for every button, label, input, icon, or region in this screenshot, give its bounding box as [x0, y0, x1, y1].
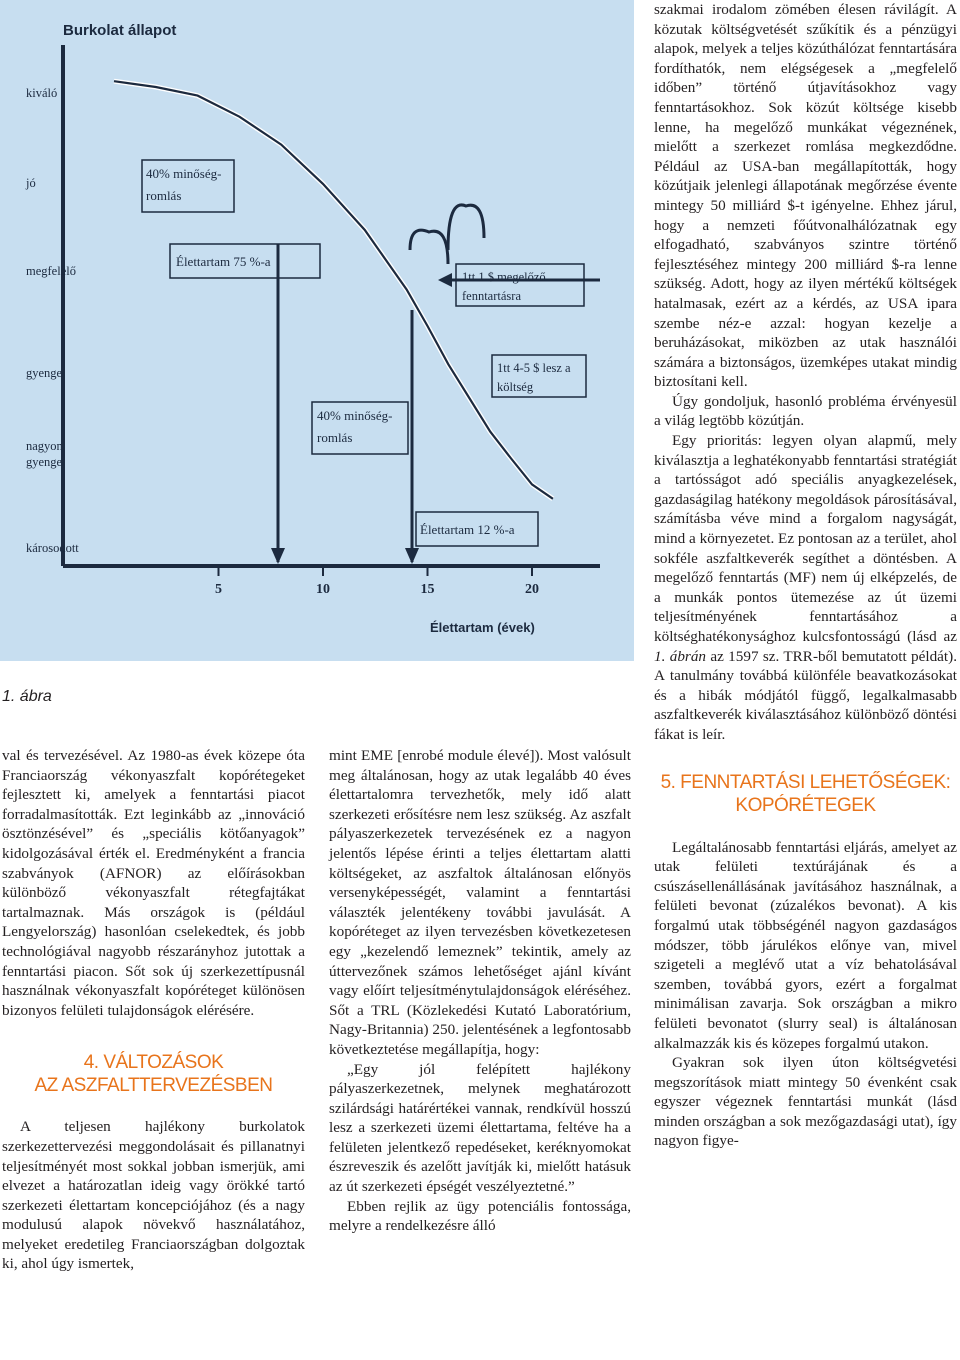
- y-tick-label: gyenge: [26, 455, 63, 469]
- col3-paragraph-3: [654, 431, 957, 745]
- y-tick-label: jó: [26, 176, 36, 190]
- arrow-12pct-head: [405, 548, 419, 564]
- column-2: [329, 746, 631, 1236]
- svg-text:Élettartam 12 %-a: Élettartam 12 %-a: [420, 522, 515, 537]
- annotation-later-cost: [492, 355, 586, 397]
- col2-paragraph-1: mint EME [enrobé module élevé]). Most valósult meg általánosan, hogy az utak legalább 40 éves élettartalomra tervezhetők, mely idő alatt szerkezeti erősítésre nem lesz szükség. Az aszfalt pályaszerkezetek tervezésének ez a nagyon jelentős lépése érinti a teljes élettartam alatti költségeket, az aszfaltok általánosan előnyös versenyképességét, valamint a fenntartási választék jelentékeny további javulását. A kopóréteget az ilyen tervezésben következetesen egy „kezelendő lemeznek” tekintik, amely az úttervezőnek számos lehetőséget ajánl kívánt vagy előírt teljesítménytulajdonságok eléréséhez. Sőt a TRL (Közlekedési Kutató Laboratórium, Nagy-Britannia) 250. jelentésének a legfontosabb következtetése megállapítja, hogy:: [329, 747, 631, 1058]
- figure-caption: 1. ábra: [2, 688, 52, 705]
- col1-paragraph-2: A teljesen hajlékony burkolatok szerkezettervezési meggondolásait és pillanatnyi teljesítményét most sokkal jobban ismerjük, ami elvezet a határozatlan ideig vagy örökké tartó szerkezeti élettartam koncepciójához (és a nagy modulusú alapok növekvő használatához, melyeket eredetileg Franciaországban dolgoztak ki, ahol úgy ismertek,: [2, 1118, 305, 1273]
- y-tick-label: nagyon: [26, 439, 63, 453]
- section-4-heading-line-1: 4. VÁLTOZÁSOK: [83, 1052, 224, 1074]
- col3-paragraph-4: Legáltalánosabb fenntartási eljárás, amelyet az utak felületi textúrájának és a csúszásellenállásának javításához használnak, a felületi bevonat (zúzalékos bevonat). A kis forgalmú utak többségénél nagyon gazdaságos módszer, több járulékos előnye van, mivel szigeteli a meglévő utat a víz behatolásával szemben, továbbá gyors, ezért a forgalmat minimálisan zavarja. Sok országban a mikro felületi bevonatot (slurry seal) is általánosan alkalmazzák kis és közepes forgalmú utakon.: [654, 838, 957, 1052]
- maintenance-arc: [410, 230, 448, 264]
- annotation-40pct-bottom: [312, 402, 408, 454]
- chart-title: Burkolat állapot: [63, 22, 177, 39]
- chart-arrows: [271, 244, 600, 564]
- figure-reference: 1. ábrán: [654, 647, 707, 665]
- x-tick-label: 10: [316, 582, 330, 597]
- maintenance-arc: [448, 205, 484, 250]
- col1-paragraph-1: val és tervezésével. Az 1980-as évek közepe óta Franciaország vékonyaszfalt kopórétegeket fejlesztett ki, amelyek a fenntartási piacot forradalmasították. Ezt leginkább az „innováció ösztönzésével” és „speciális kötőanyagok” kidolgozásával érték el. Eredményként a francia szabványok (AFNOR) az előírásokban különböző vékonyaszfalt rétegfajtákat tartalmaznak. Más országok is (például Lengyelország) hasonlóan cselekedtek, és jobb technológiával nagyobb részarányhoz jutottak a fenntartási piacon. Sőt sok új szerkezettípusnál használnak vékonyaszfalt kopóréteget különösen bizonyos felületi tulajdonságok elérésére.: [2, 747, 305, 1019]
- col3-paragraph-3-a: Egy prioritás: legyen olyan alapmű, mely kiválasztja a leghatékonyabb fenntartási stratégiát a tartósságot adó speciális anyagkezelések, gazdaságilag hatékony megoldások párosításával, számításba véve mind a forgalom nagyságát, mind a környezetet. Ez pontosan az a terület, ahol sokféle aszfaltkeverék segíthet a döntésben. A megelőző fenntartás (MF) nem új elképzelés, de a munkák pontos ütemezése az út üzemi teljesítményének fenntartásához a költséghatékonysághoz kulcsfontosságú (lásd az: [654, 432, 957, 645]
- svg-text:költség: költség: [497, 380, 534, 394]
- column-1: [2, 746, 305, 1274]
- y-tick-label: megfelelő: [26, 264, 76, 278]
- y-tick-label: kiváló: [26, 86, 58, 100]
- svg-text:1tt 4-5 $ lesz a: 1tt 4-5 $ lesz a: [497, 361, 571, 375]
- annotation-lifetime-75: [170, 244, 320, 278]
- section-5-heading-line-1: 5. FENNTARTÁSI LEHETŐSÉGEK:: [660, 771, 951, 793]
- section-5-heading-line-2: KOPÓRÉTEGEK: [735, 794, 876, 816]
- annotation-preventive-cost: [456, 264, 584, 306]
- col2-quote: „Egy jól felépített hajlékony pályaszerkezetnek, melynek meghatározott szilárdsági határértékei vannak, rendkívül hosszú lesz a szerkezeti üzemi élettartama, feltéve ha a felületen jelentkező repedéseket, keréknyomokat észreveszik és azelőtt javítják ki, mielőtt hatásuk az út szerkezeti épségét veszélyeztetné.”: [329, 1060, 631, 1196]
- svg-text:romlás: romlás: [146, 188, 182, 203]
- arrow-75pct-head: [271, 548, 285, 564]
- col3-paragraph-5: Gyakran sok ilyen úton költségvetési megszorítások miatt mintegy 50 évenként csak egyszer végeznek fenntartási munkát (lásd minden országban a sok mezőgazdasági utat), így nagyon figye-: [654, 1054, 957, 1150]
- section-4-heading-line-2: AZ ASZFALTTERVEZÉSBEN: [34, 1075, 273, 1097]
- col2-paragraph-3: Ebben rejlik az ügy potenciális fontossága, melyre a rendelkezésre álló: [329, 1197, 631, 1235]
- column-3: [654, 0, 957, 1151]
- svg-text:romlás: romlás: [317, 430, 353, 445]
- x-tick-label: 15: [420, 582, 435, 597]
- svg-text:40% minőség-: 40% minőség-: [317, 408, 393, 423]
- svg-text:Élettartam 75 %-a: Élettartam 75 %-a: [176, 254, 271, 269]
- x-tick-label: 20: [525, 582, 539, 597]
- annotation-lifetime-12: [416, 512, 538, 546]
- col3-paragraph-1: szakmai irodalom zömében élesen rávilágít. A közutak költségvetését szűkítik és a pénzügyi alapok, melyek a teljes közúthálózat fenntartására fordíthatók, nem elégségesek a „megfelelő időben” történő útjavításokhoz vagy fenntartásokhoz. Sok közút költsége kisebb lenne, ha megelőző munkákat végeznének, mielőtt a szerkezet romlása megkezdődne. Például az USA-ban megállapították, hogy közútjaik jelenlegi állapotának megőrzése évente mintegy 50 milliárd $-t igényelne. Ehhez járul, hogy a nemzeti főútvonalhálózatnak egy elfogadható, szabványos szintre történő fejlesztéséhez mintegy 200 milliárd $-ra lenne szükség. Adott, hogy az ilyen mértékű költségek hatalmasak, ezért az a kérdés, az USA ipara szembe néz-e azzal: hogyan kezelje a beruházásokat, miközben az utak használói számára a biztonságos, üzemképes utakat mindig biztosítani kell.: [654, 1, 957, 391]
- x-axis-ticks: [215, 566, 539, 597]
- y-tick-label: gyenge: [26, 366, 63, 380]
- svg-text:fenntartásra: fenntartásra: [462, 289, 521, 303]
- svg-text:40% minőség-: 40% minőség-: [146, 166, 222, 181]
- col3-paragraph-3-b: az 1597 sz. TRR-ből bemutatott példát). A tanulmány továbbá különféle beavatkozásokat és a hibák módjától függő, legalkalmasabb aszfaltkeverék kiválasztásához különböző döntési fákat is leír.: [654, 647, 957, 743]
- y-axis-labels: [25, 86, 79, 555]
- x-tick-label: 5: [215, 582, 222, 597]
- x-axis-label: Élettartam (évek): [430, 620, 535, 635]
- svg-text:1tt 1 $ megelőző: 1tt 1 $ megelőző: [462, 270, 546, 284]
- annotation-40pct-top: [142, 160, 234, 212]
- col3-paragraph-2: Úgy gondoljuk, hasonló probléma érvényesül a világ legtöbb közútján.: [654, 392, 957, 430]
- pavement-condition-chart: [0, 0, 634, 661]
- chart-svg: [0, 0, 634, 661]
- y-tick-label: károsodott: [26, 541, 79, 555]
- arrow-horizontal-head-left: [438, 273, 452, 287]
